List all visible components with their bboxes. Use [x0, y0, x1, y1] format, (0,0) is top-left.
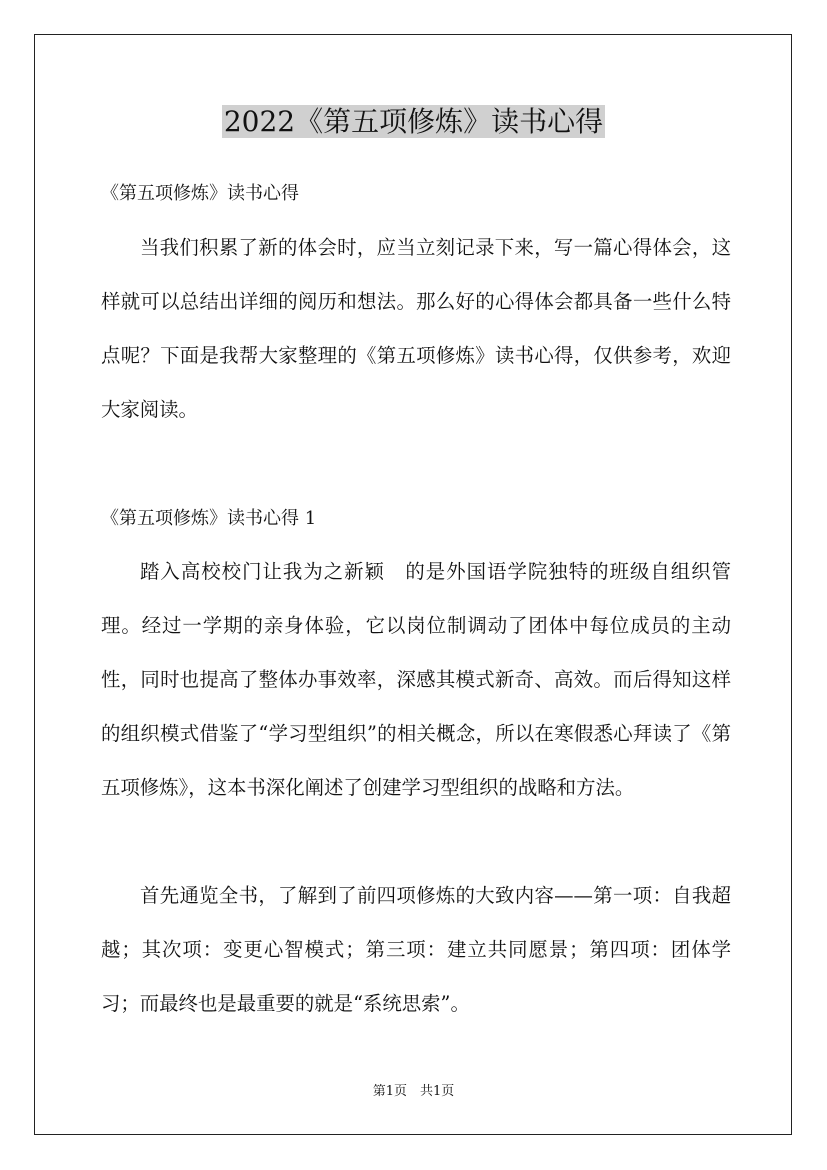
- document-title: [0, 102, 827, 142]
- intro-heading: 《第五项修炼》读书心得: [101, 183, 299, 204]
- section-paragraph-2: 首先通览全书，了解到了前四项修炼的大致内容——第一项：自我超越；其次项：变更心智模式；第三项：建立共同愿景；第四项：团体学习；而最终也是最重要的就是“系统思索”。: [101, 884, 731, 1015]
- page-indicator: 第1页 共1页: [372, 1084, 455, 1099]
- section-heading: 《第五项修炼》读书心得 1: [101, 508, 317, 529]
- section-paragraph-1: 踏入高校校门让我为之新颖 的是外国语学院独特的班级自组织管理。经过一学期的亲身体验，它以岗位制调动了团体中每位成员的主动性，同时也提高了整体办事效率，深感其模式新奇、高效。而后得知这样的组织模式借鉴了“学习型组织”的相关概念，所以在寒假悉心拜读了《第五项修炼》，这本书深化阐述了创建学习型组织的战略和方法。: [101, 560, 731, 799]
- page-footer: [0, 1082, 827, 1102]
- intro-paragraph: 当我们积累了新的体会时，应当立刻记录下来，写一篇心得体会，这样就可以总结出详细的阅历和想法。那么好的心得体会都具备一些什么特点呢？下面是我帮大家整理的《第五项修炼》读书心得，仅供参考，欢迎大家阅读。: [101, 236, 731, 421]
- document-title-text: 2022《第五项修炼》读书心得: [223, 105, 604, 138]
